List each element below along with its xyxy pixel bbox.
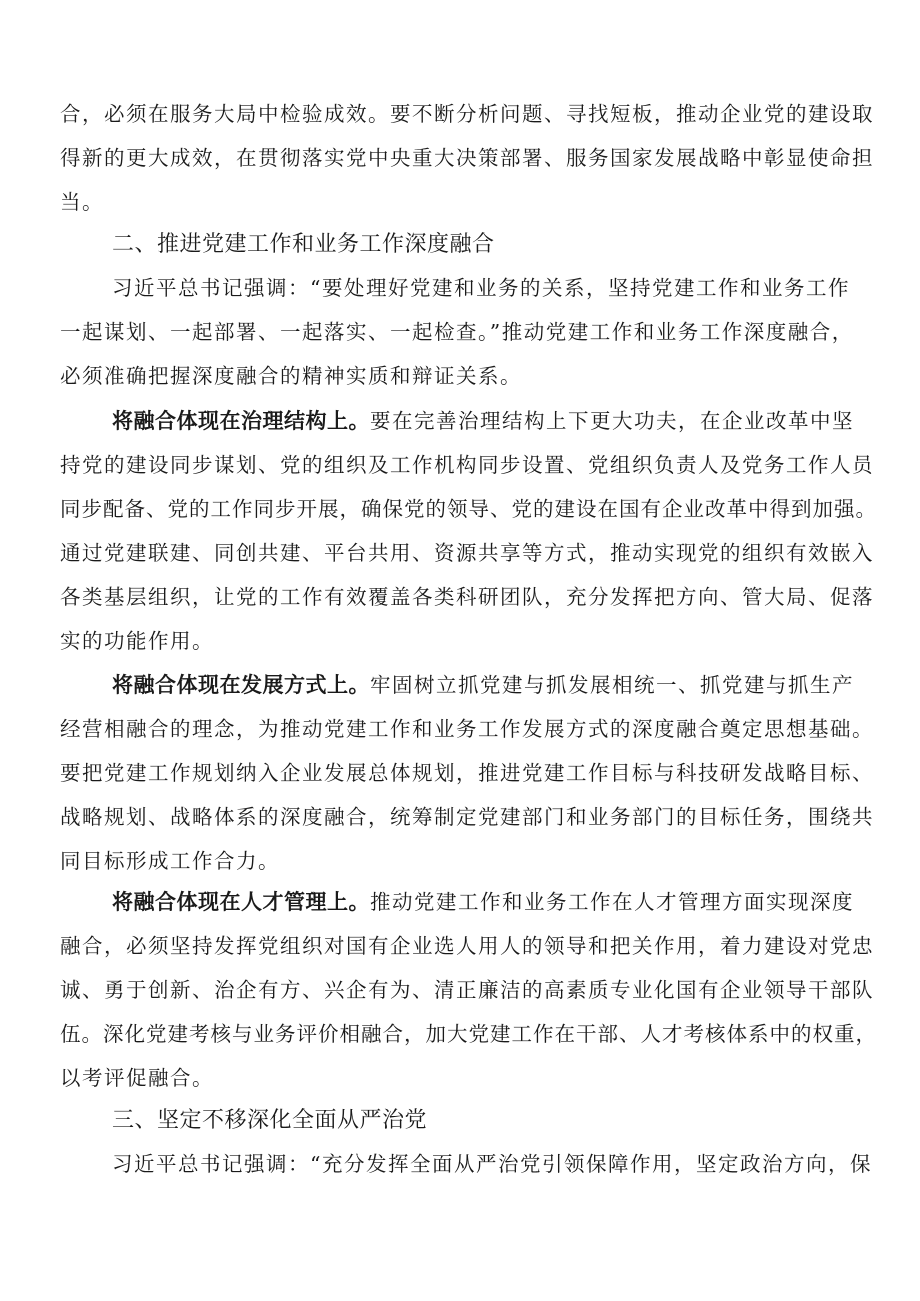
- para3-line-3: 诚、勇于创新、治企有方、兴企有为、清正廉洁的高素质专业化国有企业领导干部队: [60, 978, 874, 1002]
- para1-line-2: 持党的建设同步谋划、党的组织及工作机构同步设置、党组织负责人及党务工作人员: [60, 453, 874, 477]
- para2-first-line: [112, 667, 854, 703]
- para2-first-rest: 牢固树立抓党建与抓发展相统一、抓党建与抓生产: [370, 673, 854, 697]
- para1-line-6: 实的功能作用。: [60, 629, 214, 653]
- para2-lead: 将融合体现在发展方式上。: [112, 673, 370, 697]
- section3-quote-line-1: 习近平总书记强调：“充分发挥全面从严治党引领保障作用，坚定政治方向，保: [112, 1152, 872, 1176]
- para2-line-2: 经营相融合的理念，为推动党建工作和业务工作发展方式的深度融合奠定思想基础。: [60, 717, 874, 741]
- intro-line-3: 当。: [60, 190, 104, 214]
- para3-line-2: 融合，必须坚持发挥党组织对国有企业选人用人的领导和把关作用，着力建设对党忠: [60, 934, 874, 958]
- para3-first-line: [112, 884, 854, 920]
- para3-line-4: 伍。深化党建考核与业务评价相融合，加大党建工作在干部、人才考核体系中的权重，: [60, 1022, 877, 1046]
- para1-line-4: 通过党建联建、同创共建、平台共用、资源共享等方式，推动实现党的组织有效嵌入: [60, 541, 874, 565]
- para1-first-rest: 要在完善治理结构上下更大功夫，在企业改革中坚: [370, 409, 854, 433]
- para2-line-5: 同目标形成工作合力。: [60, 849, 280, 873]
- section2-quote-line-3: 必须准确把握深度融合的精神实质和辩证关系。: [60, 364, 522, 388]
- section2-heading: 二、推进党建工作和业务工作深度融合: [112, 232, 495, 257]
- para1-lead: 将融合体现在治理结构上。: [112, 409, 370, 433]
- para2-line-3: 要把党建工作规划纳入企业发展总体规划，推进党建工作目标与科技研发战略目标、: [60, 761, 874, 785]
- para1-first-line: [112, 403, 854, 439]
- para3-line-5: 以考评促融合。: [60, 1066, 214, 1090]
- para3-first-rest: 推动党建工作和业务工作在人才管理方面实现深度: [370, 890, 854, 914]
- para3-lead: 将融合体现在人才管理上。: [112, 890, 370, 914]
- para2-line-4: 战略规划、战略体系的深度融合，统筹制定党建部门和业务部门的目标任务，围绕共: [60, 805, 874, 829]
- intro-line-1: 合，必须在服务大局中检验成效。要不断分析问题、寻找短板，推动企业党的建设取: [60, 102, 874, 126]
- para1-line-5: 各类基层组织，让党的工作有效覆盖各类科研团队，充分发挥把方向、管大局、促落: [60, 585, 874, 609]
- section2-quote-line-1: 习近平总书记强调：“要处理好党建和业务的关系，坚持党建工作和业务工作: [112, 276, 850, 300]
- section2-quote-line-2: 一起谋划、一起部署、一起落实、一起检查。”推动党建工作和业务工作深度融合，: [60, 320, 854, 344]
- intro-line-2: 得新的更大成效，在贯彻落实党中央重大决策部署、服务国家发展战略中彰显使命担: [60, 146, 874, 170]
- para1-line-3: 同步配备、党的工作同步开展，确保党的领导、党的建设在国有企业改革中得到加强。: [60, 497, 877, 521]
- section3-heading: 三、坚定不移深化全面从严治党: [112, 1108, 428, 1133]
